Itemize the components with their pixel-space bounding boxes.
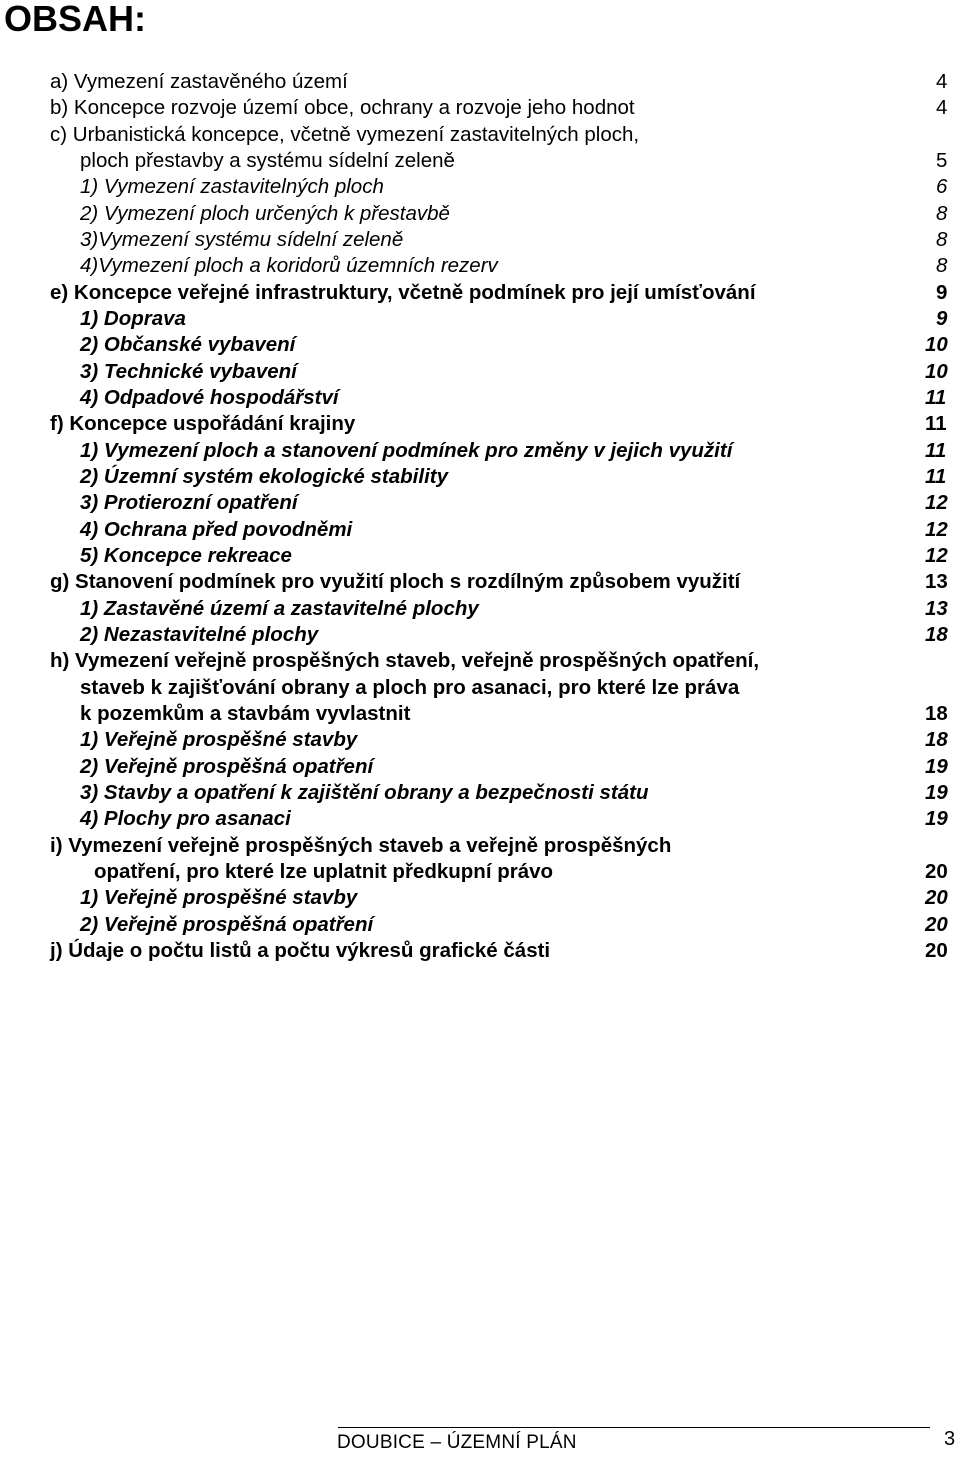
toc-entry-title: b) Koncepce rozvoje území obce, ochrany a rozvoje jeho hodnot (50, 96, 635, 120)
toc-entry-page: 4 (936, 70, 948, 93)
toc-entry-page: 8 (936, 227, 948, 251)
toc-entry-i-cont (0, 859, 960, 885)
toc-entry-page: 11 (925, 438, 947, 462)
footer-title-text: DOUBICE – ÚZEMNÍ PLÁN (337, 1432, 577, 1453)
toc-entry-g (0, 569, 960, 595)
toc-entry-f3 (0, 490, 960, 516)
toc-entry-e (0, 280, 960, 306)
toc-entry-page: 10 (925, 333, 948, 357)
toc-entry-page: 6 (936, 175, 948, 199)
toc-entry-page: 20 (925, 912, 948, 936)
toc-entry-title: 3) Protierozní opatření (80, 491, 298, 515)
toc-entry-page: 20 (925, 938, 948, 962)
toc-entry-g2 (0, 622, 960, 648)
toc-entry-title: 1) Veřejně prospěšné stavby (80, 886, 358, 910)
toc-entry-h3 (0, 780, 960, 806)
toc-entry-title: k pozemkům a stavbám vyvlastnit (80, 701, 411, 725)
toc-entry-e3 (0, 359, 960, 385)
toc-entry-title: 1) Vymezení zastavitelných ploch (80, 175, 384, 199)
toc-entry-title: f) Koncepce uspořádání krajiny (50, 412, 356, 436)
table-of-contents (0, 69, 960, 964)
toc-entry-page: 12 (925, 517, 948, 541)
toc-entry-title: 2) Vymezení ploch určených k přestavbě (80, 201, 450, 225)
toc-entry-page: 12 (925, 491, 948, 515)
toc-entry-f5 (0, 543, 960, 569)
toc-entry-page: 13 (925, 570, 948, 594)
toc-entry-page: 11 (925, 412, 947, 436)
toc-entry-h4 (0, 806, 960, 832)
toc-entry-c-cont (0, 148, 960, 174)
toc-entry-title: c) Urbanistická koncepce, včetně vymezení zastavitelných ploch, (50, 122, 640, 146)
toc-entry-page: 5 (936, 148, 948, 172)
toc-entry-title: 2) Veřejně prospěšná opatření (80, 912, 374, 936)
toc-entry-f1 (0, 438, 960, 464)
page-number: 3 (944, 1428, 956, 1450)
toc-entry-h2 (0, 754, 960, 780)
toc-entry-page: 18 (925, 701, 948, 725)
toc-entry-title: 5) Koncepce rekreace (80, 543, 292, 567)
toc-entry-h-cont2 (0, 701, 960, 727)
toc-entry-page: 9 (936, 306, 948, 330)
toc-entry-page: 13 (925, 596, 948, 620)
toc-entry-i2 (0, 912, 960, 938)
toc-entry-i (0, 833, 960, 859)
toc-entry-c (0, 122, 960, 148)
toc-entry-title: 4) Ochrana před povodněmi (80, 517, 353, 541)
toc-entry-title: 3) Stavby a opatření k zajištění obrany a bezpečnosti státu (80, 780, 649, 804)
toc-entry-page: 12 (925, 543, 948, 567)
toc-entry-title: ploch přestavby a systému sídelní zeleně (80, 148, 455, 172)
toc-entry-h1 (0, 727, 960, 753)
toc-entry-i1 (0, 885, 960, 911)
toc-entry-f4 (0, 517, 960, 543)
toc-entry-page: 19 (925, 780, 948, 804)
toc-entry-page: 8 (936, 201, 948, 225)
toc-entry-page: 4 (936, 96, 948, 120)
toc-entry-page: 19 (925, 754, 948, 778)
toc-entry-c1 (0, 174, 960, 200)
toc-entry-page: 11 (925, 385, 947, 409)
toc-entry-e1 (0, 306, 960, 332)
toc-entry-page: 20 (925, 859, 948, 883)
toc-entry-title: 2) Územní systém ekologické stability (80, 464, 448, 488)
toc-entry-c3 (0, 227, 960, 253)
toc-entry-j (0, 938, 960, 964)
toc-entry-page: 8 (936, 254, 948, 278)
toc-entry-page: 18 (925, 622, 948, 646)
toc-entry-title: 1) Zastavěné území a zastavitelné plochy (80, 596, 479, 620)
toc-entry-a (0, 69, 960, 95)
toc-entry-page: 19 (925, 807, 948, 831)
toc-entry-title: 2) Občanské vybavení (80, 333, 296, 357)
footer-divider (338, 1427, 930, 1428)
toc-entry-title: 4) Plochy pro asanaci (80, 807, 291, 831)
toc-entry-c2 (0, 201, 960, 227)
toc-entry-page: 11 (925, 464, 947, 488)
toc-entry-e4 (0, 385, 960, 411)
toc-entry-title: g) Stanovení podmínek pro využití ploch s rozdílným způsobem využití (50, 570, 741, 594)
toc-entry-page: 10 (925, 359, 948, 383)
toc-entry-title: 2) Nezastavitelné plochy (80, 622, 319, 646)
page-title: OBSAH: (4, 0, 146, 39)
toc-entry-title: a) Vymezení zastavěného území (50, 70, 348, 93)
toc-entry-title: j) Údaje o počtu listů a počtu výkresů grafické části (50, 938, 551, 962)
toc-entry-title: 3)Vymezení systému sídelní zeleně (80, 227, 404, 251)
toc-entry-title: staveb k zajišťování obrany a ploch pro asanaci, pro které lze práva (80, 675, 740, 699)
toc-entry-e2 (0, 332, 960, 358)
toc-entry-title: e) Koncepce veřejné infrastruktury, včetně podmínek pro její umísťování (50, 280, 756, 304)
toc-entry-title: 4) Odpadové hospodářství (80, 385, 339, 409)
toc-entry-page: 18 (925, 728, 948, 752)
toc-entry-title: 1) Vymezení ploch a stanovení podmínek pro změny v jejich využití (80, 438, 733, 462)
toc-entry-b (0, 95, 960, 121)
toc-entry-title: 1) Veřejně prospěšné stavby (80, 728, 358, 752)
toc-entry-f2 (0, 464, 960, 490)
toc-entry-h (0, 648, 960, 674)
toc-entry-page: 9 (936, 280, 948, 304)
toc-entry-title: 2) Veřejně prospěšná opatření (80, 754, 374, 778)
toc-entry-page: 20 (925, 886, 948, 910)
toc-entry-title: 3) Technické vybavení (80, 359, 297, 383)
toc-entry-title: h) Vymezení veřejně prospěšných staveb, veřejně prospěšných opatření, (50, 649, 760, 673)
toc-entry-title: i) Vymezení veřejně prospěšných staveb a veřejně prospěšných (50, 833, 672, 857)
toc-entry-g1 (0, 596, 960, 622)
toc-entry-title: opatření, pro které lze uplatnit předkupní právo (94, 859, 554, 883)
toc-entry-f (0, 411, 960, 437)
toc-entry-c4 (0, 253, 960, 279)
toc-entry-h-cont1 (0, 675, 960, 701)
footer-document-title (337, 1432, 577, 1454)
toc-entry-title: 4)Vymezení ploch a koridorů územních rezerv (80, 254, 498, 278)
toc-entry-title: 1) Doprava (80, 306, 186, 330)
